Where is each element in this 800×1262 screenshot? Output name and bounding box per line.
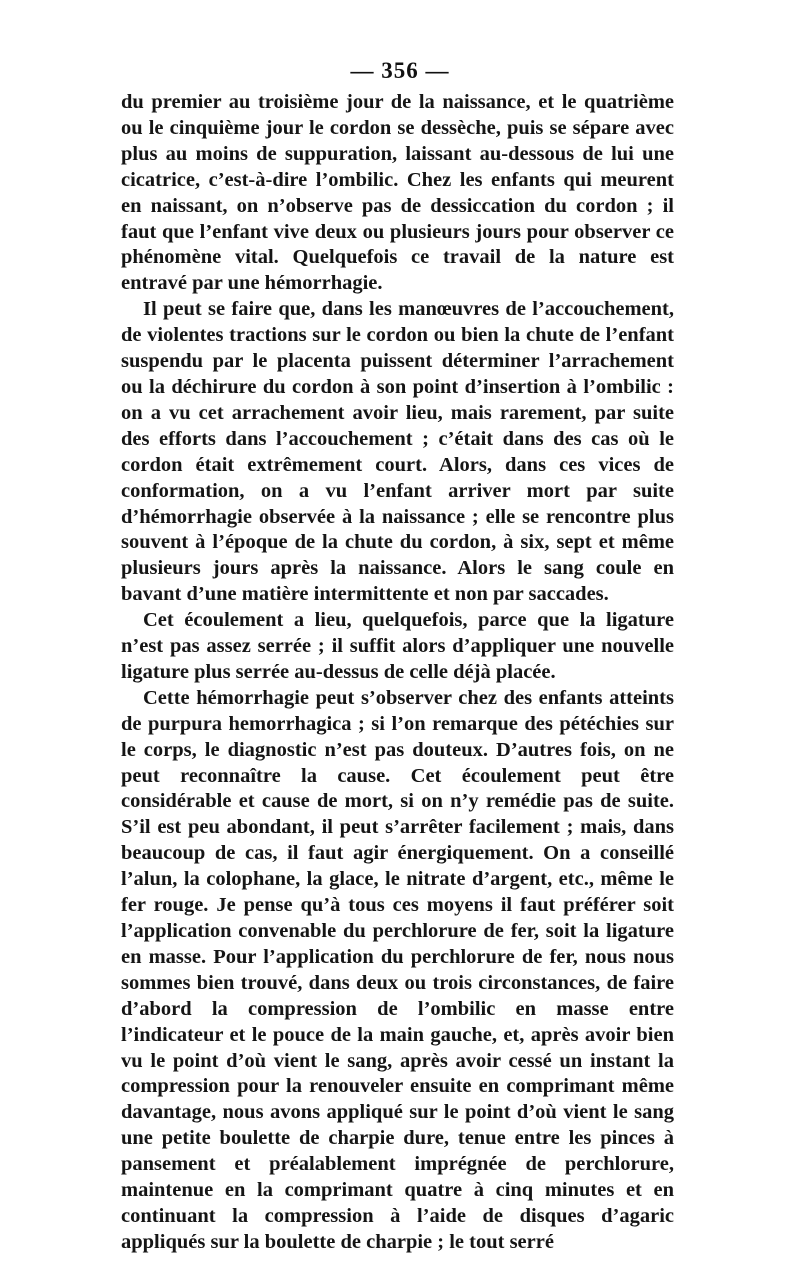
body-text — [121, 90, 674, 1256]
page-number: — 356 — — [350, 58, 450, 83]
paragraph-1: du premier au troisième jour de la naissance, et le quatrième ou le cinquième jour le cordon se dessèche, puis se sépare avec plus au moins de suppuration, laissant au-dessous de lui une cicatrice, c’est-à-dire l’ombilic. Chez les enfants qui meurent en naissant, on n’observe pas de dessiccation du cordon ; il faut que l’enfant vive deux ou plusieurs jours pour observer ce phénomène vital. Quelquefois ce travail de la nature est entravé par une hémorrhagie. — [121, 91, 674, 295]
paragraph-3: Cet écoulement a lieu, quelquefois, parce que la ligature n’est pas assez serrée ; il suffit alors d’appliquer une nouvelle ligature plus serrée au-dessus de celle déjà placée. — [121, 609, 674, 683]
paragraph-4: Cette hémorrhagie peut s’observer chez des enfants atteints de purpura hemorrhagica ; si l’on remarque des pétéchies sur le corps, le diagnostic n’est pas douteux. D’autres fois, on ne peut reconnaître la cause. Cet écoulement peut être considérable et cause de mort, si on n’y remédie pas de suite. S’il est peu abondant, il peut s’arrêter facilement ; mais, dans beaucoup de cas, il faut agir énergiquement. On a conseillé l’alun, la colophane, la glace, le nitrate d’argent, etc., même le fer rouge. Je pense qu’à tous ces moyens il faut préférer soit l’application convenable du perchlorure de fer, soit la ligature en masse. Pour l’application du perchlorure de fer, nous nous sommes bien trouvé, dans deux ou trois circonstances, de faire d’abord la compression de l’ombilic en masse entre l’indicateur et le pouce de la main gauche, et, après avoir bien vu le point d’où vient le sang, après avoir cessé un instant la compression pour la renouveler ensuite en comprimant même davantage, nous avons appliqué sur le point d’où vient le sang une petite boulette de charpie dure, tenue entre les pinces à pansement et préalablement imprégnée de perchlorure, maintenue en la comprimant quatre à cinq minutes et en continuant la compression à l’aide de disques d’agaric appliqués sur la boulette de charpie ; le tout serré — [121, 686, 674, 1253]
paragraph-2: Il peut se faire que, dans les manœuvres de l’accouchement, de violentes tractions sur le cordon ou bien la chute de l’enfant suspendu par le placenta puissent déterminer l’arrachement ou la déchirure du cordon à son point d’insertion à l’ombilic : on a vu cet arrachement avoir lieu, mais rarement, par suite des efforts dans l’accouchement ; c’était dans des cas où le cordon était extrêmement court. Alors, dans ces vices de conformation, on a vu l’enfant arriver mort par suite d’hémorrhagie observée à la naissance ; elle se rencontre plus souvent à l’époque de la chute du cordon, à six, sept et même plusieurs jours après la naissance. Alors le sang coule en bavant d’une matière intermittente et non par saccades. — [121, 298, 674, 606]
